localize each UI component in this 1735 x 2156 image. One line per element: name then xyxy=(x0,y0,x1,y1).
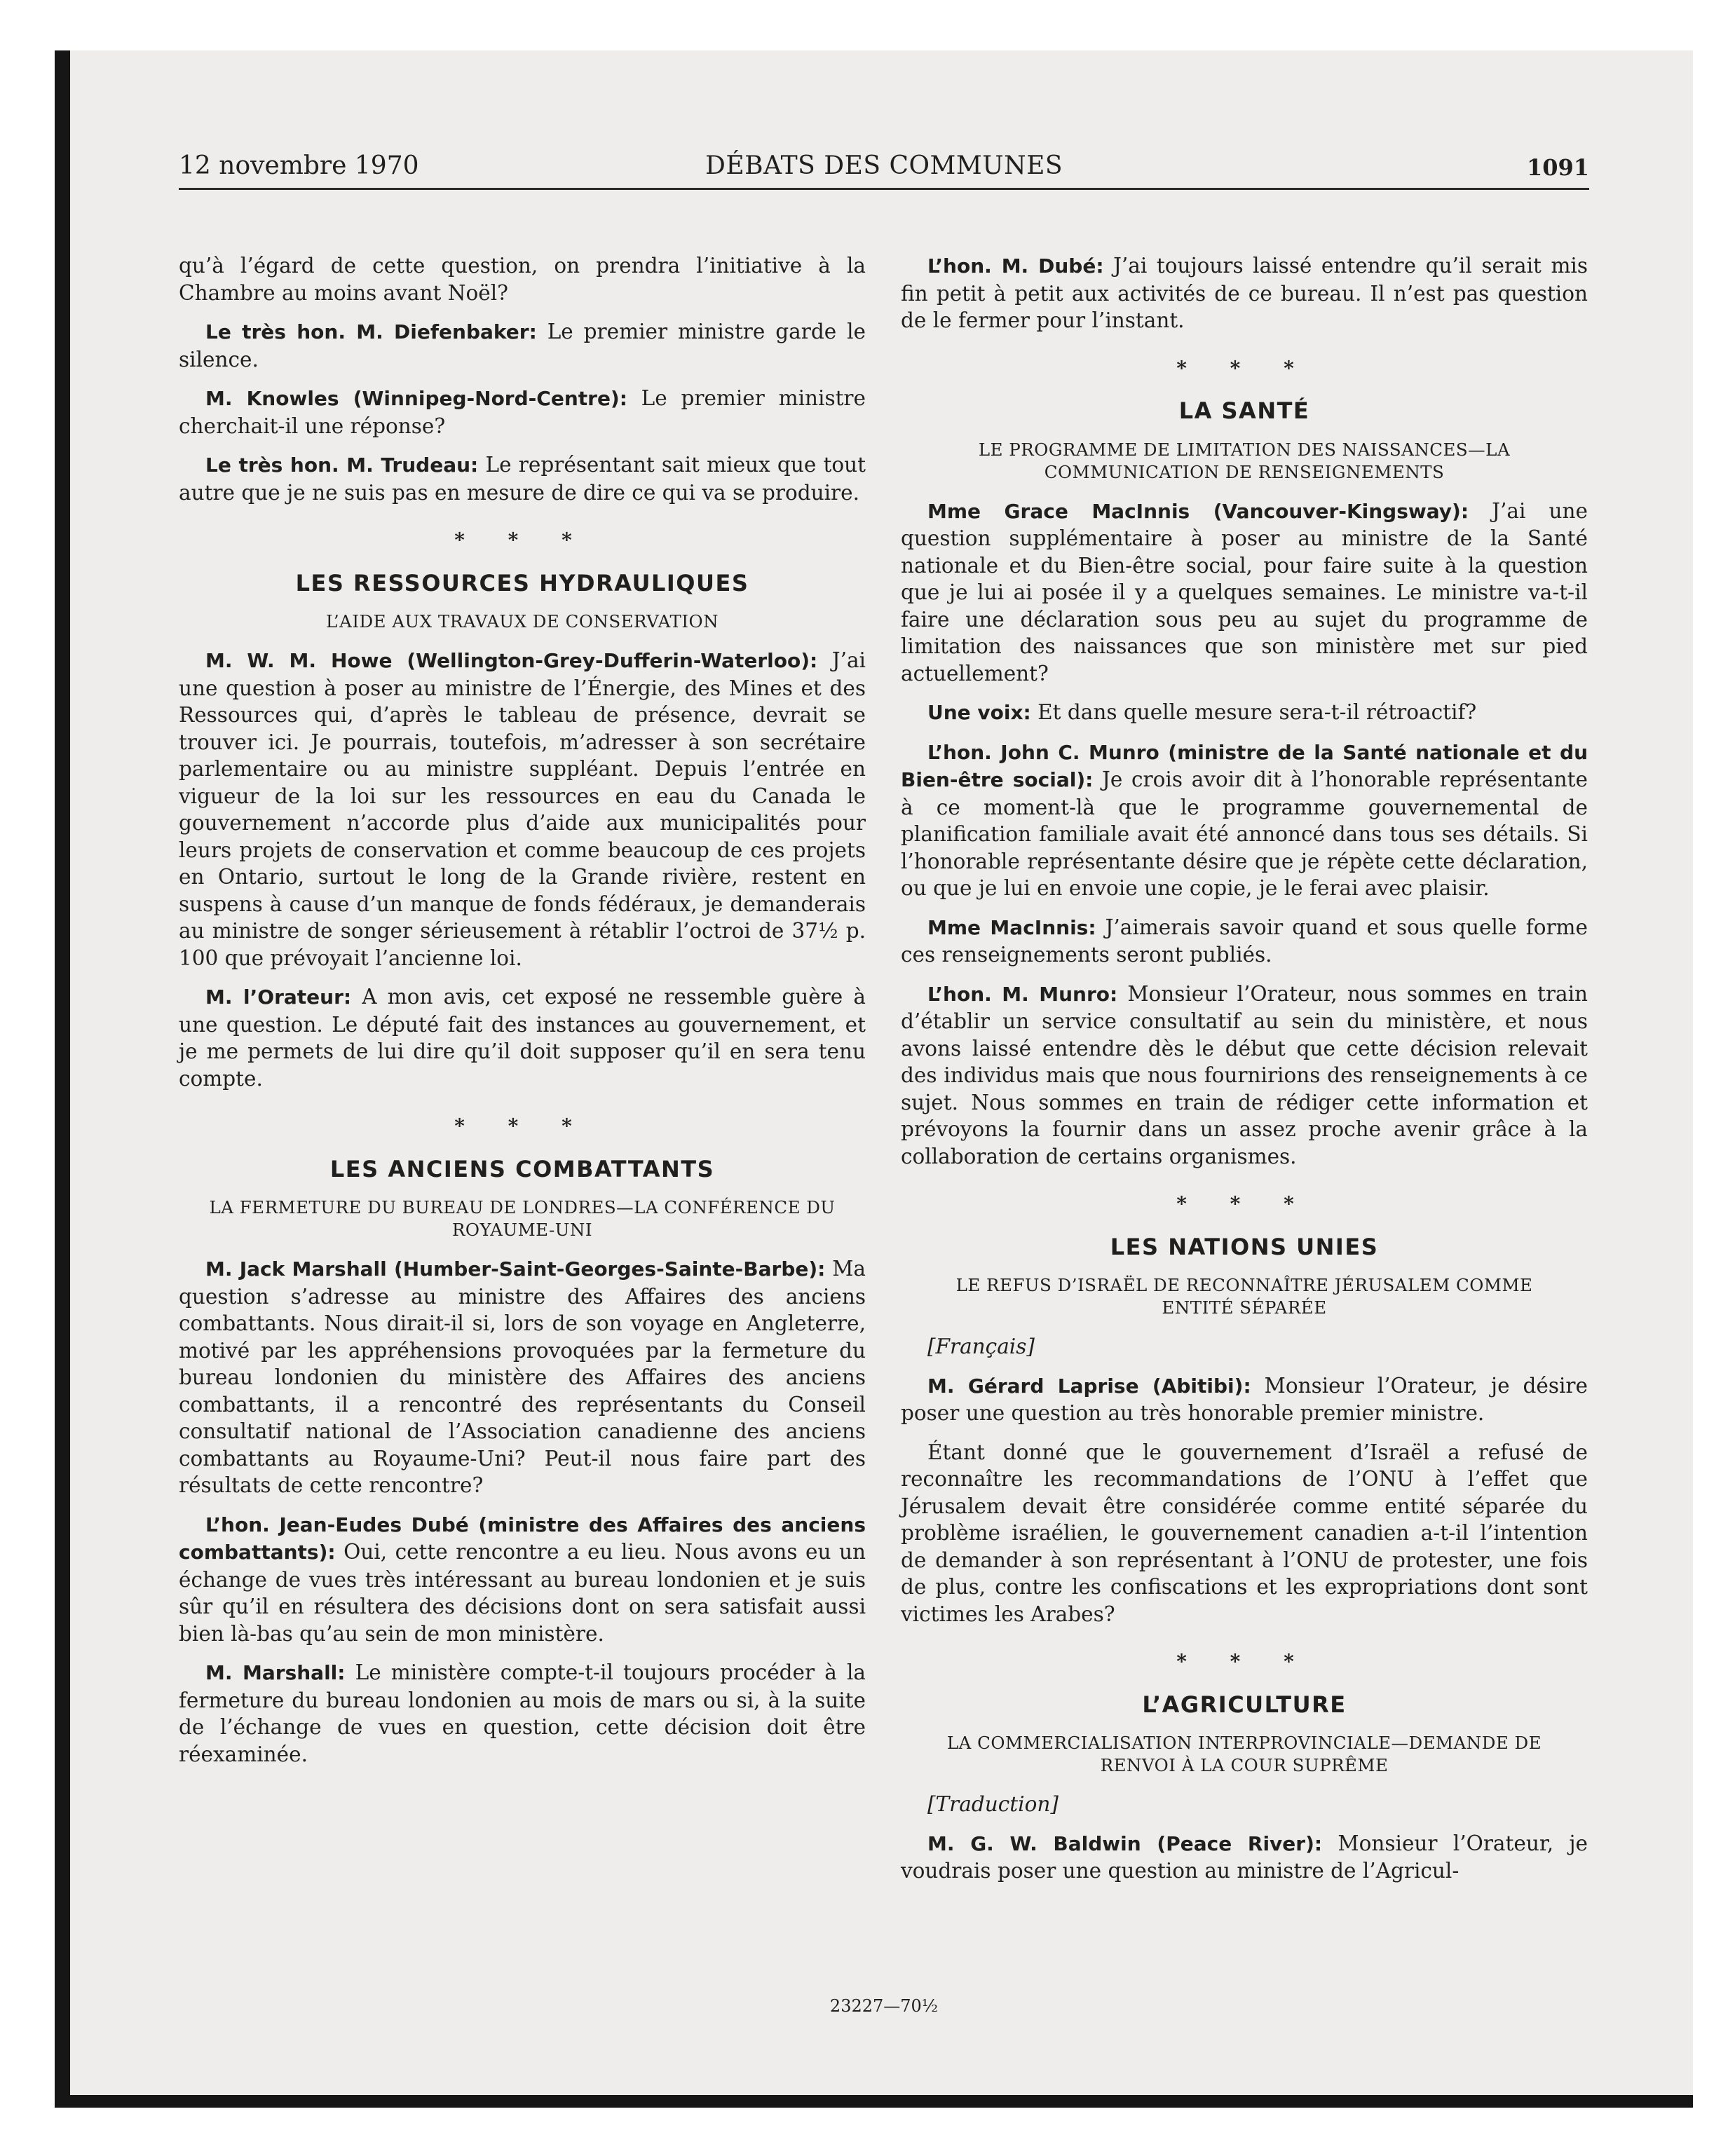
speech-text: J’ai une question à poser au ministre de l’Énergie, des Mines et des Ressources qui, d’après le tableau de présence, devrait se trouver ici. Je pourrais, toutefois, m’adresser à son secrétaire parlementaire ou au ministre suppléant. Depuis l’entrée en vigueur de la loi sur les ressources en eau du Canada le gouvernement n’accorde plus d’aide aux municipalités pour leurs projets de conservation et comme beaucoup de ces projets en Ontario, surtout le long de la Grande rivière, restent en suspens à cause d’un manque de fonds fédéraux, je demanderais au ministre de songer sérieusement à rétablir l’octroi de 37½ p. 100 que prévoyait l’ancienne loi. xyxy=(179,648,866,970)
speech-text: Le premier ministre garde le silence. xyxy=(179,320,866,371)
speech xyxy=(901,1372,1588,1427)
speaker-name: M. Knowles (Winnipeg-Nord-Centre): xyxy=(205,387,627,410)
speech-text: Monsieur l’Orateur, nous sommes en train d’établir un service consultatif au sein du ministère, et nous avons laissé entendre dès le début que cette décision relevait des individus mais que nous fournirions des renseignements à ce sujet. Nous sommes en train de rédiger cette information et prévoyons la fournir dans un assez proche avenir grâce à la collaboration de certains organismes. xyxy=(901,981,1588,1168)
speaker-name: M. G. W. Baldwin (Peace River): xyxy=(927,1831,1323,1855)
section-subheading: LA COMMERCIALISATION INTERPROVINCIALE—DEMANDE DE RENVOI À LA COUR SUPRÊME xyxy=(946,1733,1542,1775)
section-heading: L’AGRICULTURE xyxy=(1142,1691,1347,1718)
section-separator: * * * xyxy=(454,1114,590,1138)
paragraph: Étant donné que le gouvernement d’Israël a refusé de reconnaître les recommandations de l’ONU à l’effet que Jérusalem devait être considérée comme entité séparée du problème israélien, le gouvernement canadien a-t-il l’intention de demander à son représentant à l’ONU de protester, une fois de plus, contre les confiscations et les expropriations dont sont victimes les Arabes? xyxy=(901,1440,1588,1626)
running-header xyxy=(179,147,1589,190)
speech xyxy=(901,981,1588,1171)
speaker-name: M. W. M. Howe (Wellington-Grey-Dufferin-Waterloo): xyxy=(205,649,818,672)
speech-text: A mon avis, cet exposé ne ressemble guère à une question. Le député fait des instances au gouvernement, et je me permets de lui dire qu’il doit supposer qu’il en sera tenu compte. xyxy=(179,985,866,1091)
speech-text: Et dans quelle mesure sera-t-il rétroactif? xyxy=(1030,700,1477,724)
speech xyxy=(901,914,1588,969)
speech xyxy=(179,318,866,373)
page-number: 1091 xyxy=(1526,154,1589,181)
speech-text: Monsieur l’Orateur, je désire poser une question au très honorable premier ministre. xyxy=(901,1373,1588,1425)
section-heading: LES ANCIENS COMBATTANTS xyxy=(329,1155,715,1182)
speech xyxy=(179,647,866,971)
speaker-name: Le très hon. M. Trudeau: xyxy=(205,453,479,477)
speech xyxy=(179,1511,866,1648)
speech xyxy=(179,1659,866,1768)
header-date: 12 novembre 1970 xyxy=(179,151,419,180)
speech xyxy=(901,699,1588,727)
speech-text: Ma question s’adresse au ministre des Affaires des anciens combattants. Nous dirait-il si, lors de son voyage en Angleterre, motivé par les appréhensions provoquées par la fermeture du bureau londonien du ministère des Affaires des anciens combattants, il a rencontré des représentants du Conseil consultatif national de l’Association canadienne des anciens combattants au Royaume-Uni? Peut-il nous faire part des résultats de cette rencontre? xyxy=(179,1257,866,1497)
speaker-name: L’hon. M. Dubé: xyxy=(927,254,1104,278)
speech-text: Le premier ministre cherchait-il une réponse? xyxy=(179,386,866,438)
printer-signature: 23227—70½ xyxy=(829,1996,939,2016)
section-separator: * * * xyxy=(1176,1192,1312,1215)
language-marker: [Français] xyxy=(927,1335,1035,1358)
section-subheading: LE PROGRAMME DE LIMITATION DES NAISSANCES—LA COMMUNICATION DE RENSEIGNEMENTS xyxy=(978,439,1511,482)
speech-text: J’aimerais savoir quand et sous quelle forme ces renseignements seront publiés. xyxy=(901,915,1588,967)
speaker-name: M. Gérard Laprise (Abitibi): xyxy=(927,1374,1251,1398)
speech xyxy=(901,739,1588,902)
right-column xyxy=(901,252,1588,1897)
speaker-name: L’hon. M. Munro: xyxy=(927,982,1118,1006)
speech xyxy=(901,252,1588,334)
speech-text: J’ai toujours laissé entendre qu’il serait mis fin petit à petit aux activités de ce bureau. Il n’est pas question de le fermer pour l’instant. xyxy=(901,254,1588,332)
language-marker: [Traduction] xyxy=(927,1792,1059,1816)
speaker-name: Le très hon. M. Diefenbaker: xyxy=(205,320,537,343)
speech xyxy=(179,983,866,1092)
section-heading: LES RESSOURCES HYDRAULIQUES xyxy=(295,569,749,596)
speech-text: Le ministère compte-t-il toujours procéder à la fermeture du bureau londonien au mois de mars ou si, à la suite de l’échange de vues en question, cette décision doit être réexaminée. xyxy=(179,1660,866,1766)
speaker-name: Mme Grace MacInnis (Vancouver-Kingsway): xyxy=(927,499,1469,523)
section-separator: * * * xyxy=(1176,1650,1312,1673)
speaker-name: Une voix: xyxy=(927,701,1031,724)
section-heading: LA SANTÉ xyxy=(1178,397,1310,424)
speech-text: Monsieur l’Orateur, je voudrais poser une question au ministre de l’Agricul- xyxy=(901,1831,1588,1883)
speech xyxy=(901,1830,1588,1885)
speaker-name: L’hon. John C. Munro (ministre de la Santé nationale et du Bien-être social): xyxy=(901,740,1588,791)
left-column xyxy=(179,252,866,1780)
speaker-name: L’hon. Jean-Eudes Dubé (ministre des Affaires des anciens combattants): xyxy=(179,1513,866,1564)
speaker-name: Mme MacInnis: xyxy=(927,915,1096,939)
speaker-name: M. l’Orateur: xyxy=(205,985,352,1009)
speech xyxy=(179,451,866,506)
speech-text: Je crois avoir dit à l’honorable représentante à ce moment-là que le programme gouvernemental de planification familiale avait été annoncé dans tous ses détails. Si l’honorable représentante désire que je répète cette déclaration, ou que je lui en envoie une copie, je le ferai avec plaisir. xyxy=(901,767,1588,900)
speaker-name: M. Jack Marshall (Humber-Saint-Georges-Sainte-Barbe): xyxy=(205,1257,826,1281)
speech-text: Oui, cette rencontre a eu lieu. Nous avons eu un échange de vues très intéressant au bureau londonien et je suis sûr qu’il en résultera des décisions dont on sera satisfait aussi bien là-bas qu’au sein de mon ministère. xyxy=(179,1540,866,1646)
header-title: DÉBATS DES COMMUNES xyxy=(705,151,1063,180)
speech xyxy=(901,498,1588,688)
section-subheading: LE REFUS D’ISRAËL DE RECONNAÎTRE JÉRUSALEM COMME ENTITÉ SÉPARÉE xyxy=(955,1275,1533,1318)
section-heading: LES NATIONS UNIES xyxy=(1110,1233,1379,1260)
page xyxy=(179,147,1589,2047)
section-separator: * * * xyxy=(454,528,590,552)
section-subheading: LA FERMETURE DU BUREAU DE LONDRES—LA CONFÉRENCE DU ROYAUME-UNI xyxy=(209,1197,836,1240)
section-subheading: L’AIDE AUX TRAVAUX DE CONSERVATION xyxy=(325,611,719,632)
speech-text: Le représentant sait mieux que tout autre que je ne suis pas en mesure de dire ce qui va se produire. xyxy=(179,453,866,505)
speaker-name: M. Marshall: xyxy=(205,1661,346,1684)
speech xyxy=(179,1255,866,1499)
speech-text: J’ai une question supplémentaire à poser au ministre de la Santé nationale et du Bien-être social, pour faire suite à la question que je lui ai posée il y a quelques semaines. Le ministre va-t-il faire une déclaration sous peu au sujet du programme de limitation des naissances que son ministère met sur pied actuellement? xyxy=(901,498,1588,685)
paragraph: qu’à l’égard de cette question, on prendra l’initiative à la Chambre au moins avant Noël? xyxy=(179,254,866,305)
speech xyxy=(179,385,866,439)
section-separator: * * * xyxy=(1176,356,1312,380)
